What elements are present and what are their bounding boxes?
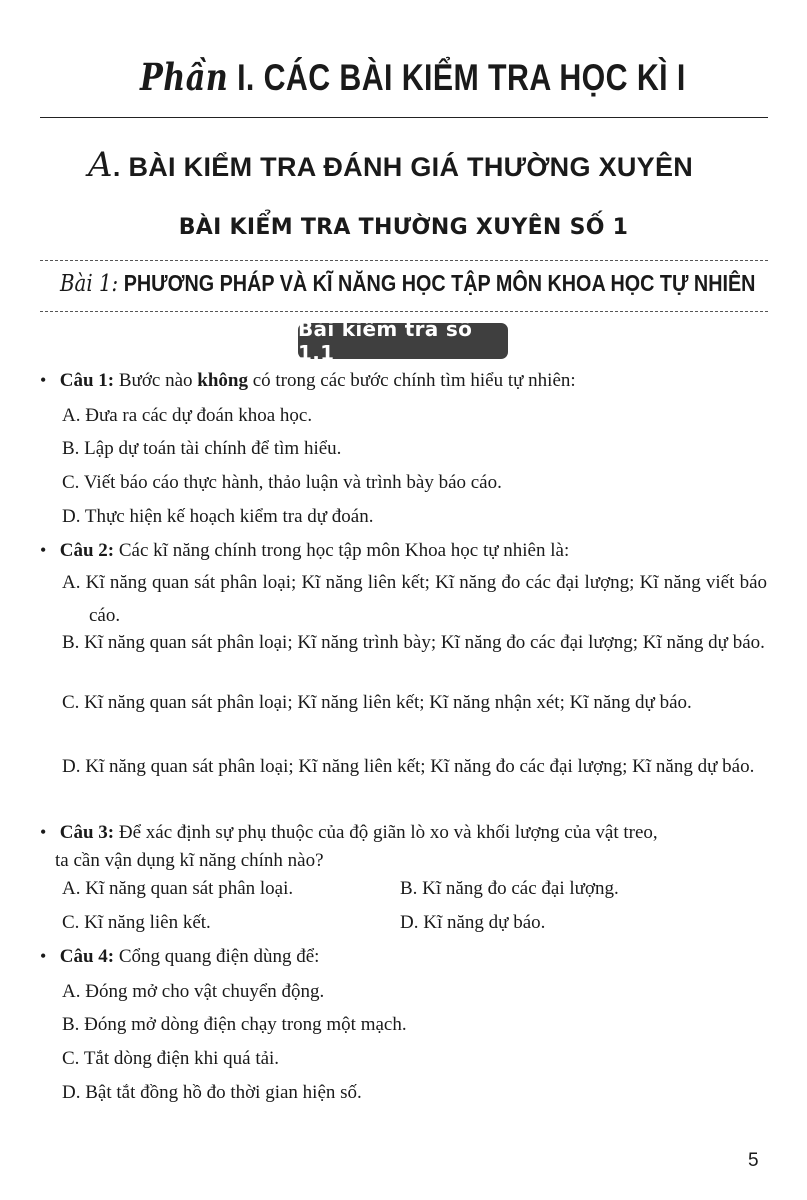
q4-option-b: B. Đóng mở dòng điện chạy trong một mạch.	[62, 1014, 407, 1035]
q1-option-c: C. Viết báo cáo thực hành, thảo luận và trình bày báo cáo.	[62, 472, 502, 493]
lesson-label: Bài 1:	[60, 271, 119, 297]
option-text: A. Kĩ năng quan sát phân loại; Kĩ năng liên kết; Kĩ năng đo các đại lượng; Kĩ năng viết báo cáo.	[62, 572, 767, 626]
question-3	[40, 822, 780, 844]
part-heading	[140, 55, 686, 99]
question-2	[40, 540, 780, 562]
option-text: B. Kĩ năng quan sát phân loại; Kĩ năng trình bày; Kĩ năng đo các đại lượng; Kĩ năng dự báo.	[62, 632, 765, 653]
question-text: Các kĩ năng chính trong học tập môn Khoa học tự nhiên là:	[118, 540, 570, 561]
q3-option-a: A. Kĩ năng quan sát phân loại.	[62, 878, 294, 899]
question-4	[40, 946, 780, 968]
q1-option-d: D. Thực hiện kế hoạch kiểm tra dự đoán.	[62, 506, 374, 527]
option-text: D. Kĩ năng quan sát phân loại; Kĩ năng liên kết; Kĩ năng đo các đại lượng; Kĩ năng dự báo.	[62, 756, 755, 777]
heading-rule	[40, 117, 768, 118]
q2-option-a	[62, 566, 767, 632]
lesson-title	[60, 270, 755, 297]
q2-option-b	[62, 626, 767, 659]
page-number: 5	[748, 1150, 759, 1171]
q4-option-a: A. Đóng mở cho vật chuyển động.	[62, 981, 325, 1002]
q4-option-c: C. Tắt dòng điện khi quá tải.	[62, 1048, 280, 1069]
q3-option-d: D. Kĩ năng dự báo.	[400, 912, 546, 933]
question-label: Câu 3:	[59, 822, 115, 843]
question-label: Câu 1:	[59, 370, 115, 391]
lesson-title-text: PHƯƠNG PHÁP VÀ KĨ NĂNG HỌC TẬP MÔN KHOA HỌC TỰ NHIÊN	[123, 270, 756, 296]
option-text: C. Kĩ năng quan sát phân loại; Kĩ năng liên kết; Kĩ năng nhận xét; Kĩ năng dự báo.	[62, 692, 692, 713]
test-badge: Bài kiểm tra số 1.1	[298, 323, 508, 359]
question-3-line-2: ta cần vận dụng kĩ năng chính nào?	[55, 850, 324, 871]
question-1	[40, 370, 780, 392]
question-text-pre: Bước nào	[118, 370, 193, 391]
question-text-post: có trong các bước chính tìm hiểu tự nhiên:	[252, 370, 576, 391]
bullet-icon: •	[40, 370, 47, 390]
q1-option-a: A. Đưa ra các dự đoán khoa học.	[62, 405, 313, 426]
question-label: Câu 2:	[59, 540, 115, 561]
part-heading-script-word: Phần	[140, 55, 229, 99]
bullet-icon: •	[40, 540, 47, 560]
question-text: Để xác định sự phụ thuộc của độ giãn lò xo và khối lượng của vật treo,	[118, 822, 658, 843]
bullet-icon: •	[40, 946, 47, 966]
q2-option-d	[62, 750, 767, 783]
q3-option-b: B. Kĩ năng đo các đại lượng.	[400, 878, 619, 899]
test-title: BÀI KIỂM TRA THƯỜNG XUYÊN SỐ 1	[178, 215, 629, 240]
part-heading-text: I. CÁC BÀI KIỂM TRA HỌC KÌ I	[237, 57, 686, 98]
section-heading-text: . BÀI KIỂM TRA ĐÁNH GIÁ THƯỜNG XUYÊN	[112, 152, 694, 182]
q3-option-c: C. Kĩ năng liên kết.	[62, 912, 211, 933]
q2-option-c	[62, 686, 767, 719]
section-heading	[88, 145, 693, 185]
question-text: Cổng quang điện dùng để:	[118, 946, 320, 967]
question-text-bold: không	[197, 370, 248, 391]
question-label: Câu 4:	[59, 946, 115, 967]
bullet-icon: •	[40, 822, 47, 842]
q4-option-d: D. Bật tắt đồng hồ đo thời gian hiện số.	[62, 1082, 362, 1103]
q1-option-b: B. Lập dự toán tài chính để tìm hiểu.	[62, 438, 342, 459]
section-letter: A	[88, 145, 113, 185]
